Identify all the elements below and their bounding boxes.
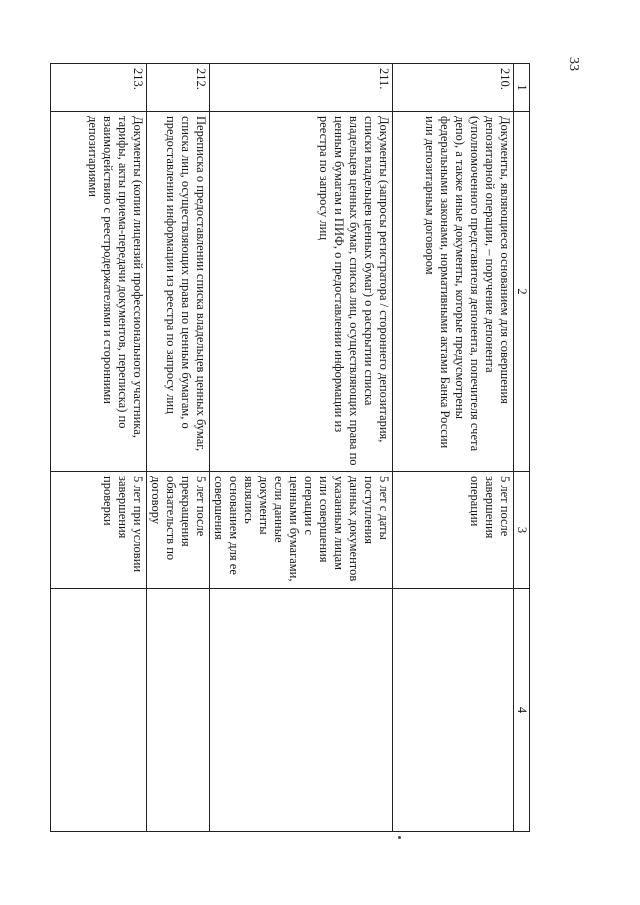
page-number: 33 <box>566 57 581 71</box>
header-row <box>514 64 530 832</box>
term-cell: 5 лет после завершения операции <box>393 472 514 589</box>
document-cell: Переписка о предоставлении списка владельцев ценных бумаг, списка лиц, осуществляющих права по ценным бумагам, о предоставлении информации из реестра по запросу лиц <box>147 112 210 472</box>
document-cell: Документы, являющиеся основанием для совершения депозитарной операции, – поручение депонента (уполномоченного представителя депонента, попечителя счета депо), а также иные документы, которые предусмотрены федеральными законами, нормативными актами Банка России или депозитарным договором <box>393 112 514 472</box>
row-number: 211. <box>210 64 393 112</box>
table-row <box>51 64 147 832</box>
row-number: 213. <box>51 64 147 112</box>
term-cell: 5 лет при условии завершения проверки <box>51 472 147 589</box>
document-cell: Документы (копии лицензий профессионального участника, тарифы, акты приема-передачи документов, переписка) по взаимодействию с реестродержателями и сторонними депозитариями <box>51 112 147 472</box>
note-cell <box>393 589 514 832</box>
table-row <box>147 64 210 832</box>
note-cell <box>51 589 147 832</box>
header-col-3: 3 <box>514 472 530 589</box>
document-cell: Документы (запросы регистратора / стороннего депозитария, списки владельцев ценных бумаг) о раскрытии списка владельцев ценных бумаг, списка лиц, осуществляющих права по ценным бумагам и ПИФ, о предоставлении информации из реестра по запросу лиц <box>210 112 393 472</box>
rotated-table-container <box>86 63 530 831</box>
row-number: 212. <box>147 64 210 112</box>
retention-table <box>50 63 530 832</box>
note-cell <box>147 589 210 832</box>
term-cell: 5 лет после прекращения обязательств по договору <box>147 472 210 589</box>
table-row <box>393 64 514 832</box>
term-cell: 5 лет с даты поступления данных документов указанным лицам или совершения операции с ценными бумагами, если данные документы являлись основанием для ее совершения <box>210 472 393 589</box>
scan-dot <box>398 836 401 839</box>
header-col-4: 4 <box>514 589 530 832</box>
table-row <box>210 64 393 832</box>
header-col-1: 1 <box>514 64 530 112</box>
header-col-2: 2 <box>514 112 530 472</box>
row-number: 210. <box>393 64 514 112</box>
note-cell <box>210 589 393 832</box>
